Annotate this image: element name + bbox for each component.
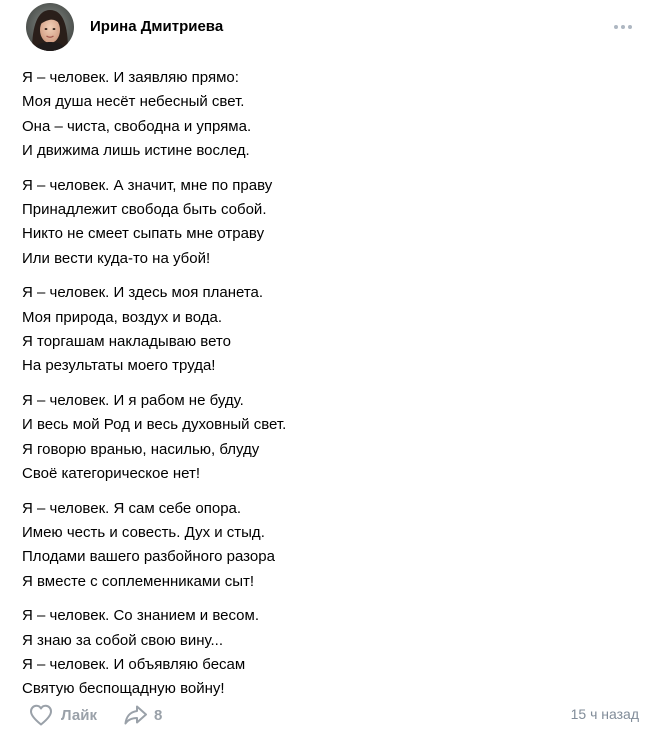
poem-line: Своё категорическое нет! [22, 464, 201, 482]
post-text [22, 66, 642, 712]
poem-line: Я говорю вранью, насилью, блуду [22, 440, 260, 458]
more-options-button[interactable] [610, 16, 636, 38]
poem-line: Плодами вашего разбойного разора [22, 548, 275, 566]
share-button[interactable] [123, 703, 162, 727]
poem-line: Я вместе с соплеменниками сыт! [22, 572, 255, 590]
poem-line: Я торгашам накладываю вето [22, 332, 231, 350]
author-name[interactable]: Ирина Дмитриева [90, 18, 224, 35]
poem-line: И движима лишь истине вослед. [22, 141, 250, 159]
poem-line: Я – человек. И объявляю бесам [22, 656, 246, 674]
like-label: Лайк [61, 706, 97, 724]
poem-line: Я – человек. И я рабом не буду. [22, 392, 244, 410]
poem-line: И весь мой Род и весь духовный свет. [22, 416, 287, 434]
stanza [22, 604, 642, 701]
poem-line: Я – человек. Со знанием и весом. [22, 607, 259, 625]
poem-line: Я – человек. Я сам себе опора. [22, 499, 242, 517]
avatar[interactable] [26, 3, 74, 51]
stanza [22, 66, 642, 163]
poem-line: Она – чиста, свободна и упряма. [22, 117, 252, 135]
poem-line: Моя природа, воздух и вода. [22, 308, 222, 326]
poem-line: Я – человек. И заявляю прямо: [22, 69, 239, 86]
heart-outline-icon [28, 703, 54, 727]
poem-line: Я – человек. И здесь моя планета. [22, 284, 264, 302]
poem-line: Моя душа несёт небесный свет. [22, 93, 245, 111]
poem-line: Святую беспощадную войну! [22, 680, 225, 698]
more-horizontal-icon [610, 16, 636, 38]
stanza [22, 497, 642, 594]
post-time[interactable]: 15 ч назад [570, 706, 639, 722]
poem-line: Имею честь и совесть. Дух и стыд. [22, 524, 265, 542]
post-footer [0, 700, 661, 730]
avatar-photo [26, 3, 74, 51]
stanza [22, 389, 642, 486]
poem-line: Я знаю за собой свою вину... [22, 631, 223, 649]
post-header [0, 0, 661, 58]
poem-line: Принадлежит свобода быть собой. [22, 200, 267, 218]
poem-line: Я – человек. А значит, мне по праву [22, 176, 273, 194]
stanza [22, 174, 642, 271]
share-arrow-icon [123, 703, 149, 727]
like-button[interactable] [28, 703, 97, 727]
poem-line: Или вести куда-то на убой! [22, 249, 211, 267]
share-count: 8 [154, 706, 163, 724]
poem-line: Никто не смеет сыпать мне отраву [22, 225, 265, 243]
stanza [22, 281, 642, 378]
poem-line: На результаты моего труда! [22, 357, 216, 375]
